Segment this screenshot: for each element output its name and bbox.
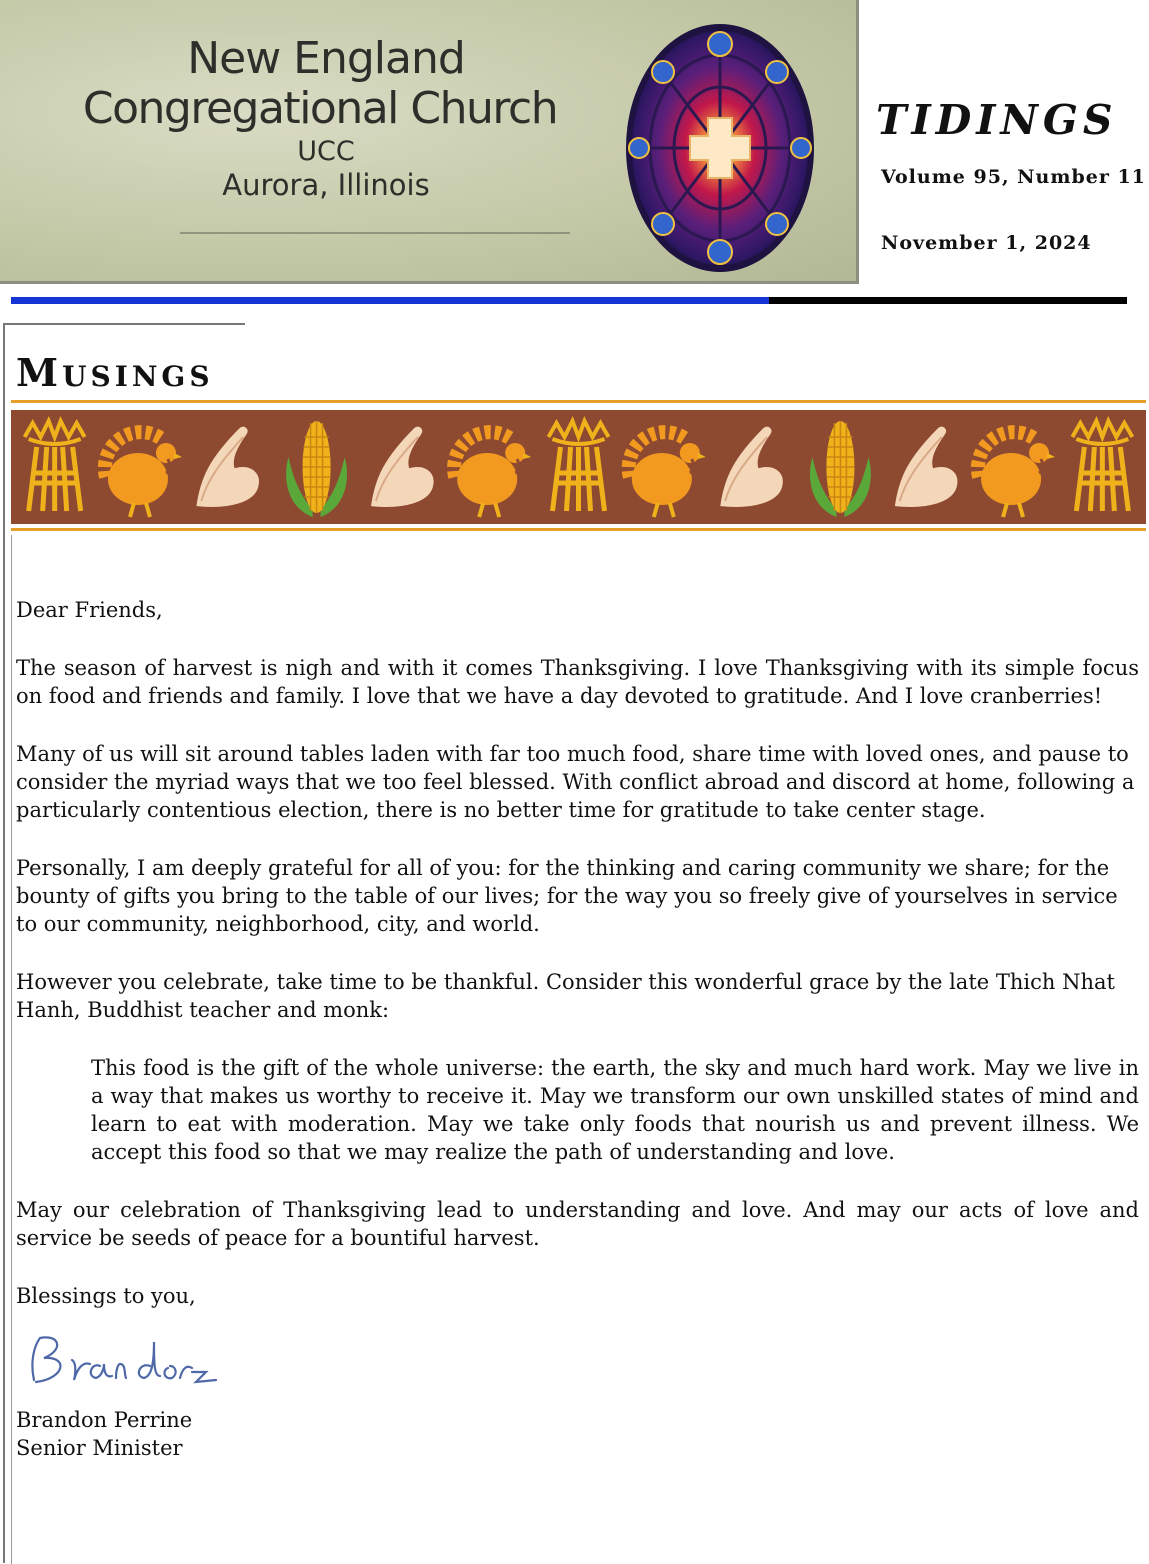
content-left-line: [11, 535, 12, 1564]
volume-number: Volume 95, Number 11: [881, 166, 1146, 188]
section-heading-initial: M: [16, 350, 63, 395]
minister-name: Brandon Perrine: [16, 1408, 193, 1432]
church-name-line1: New England: [187, 33, 465, 84]
grace-quote: This food is the gift of the whole universe: the earth, the sky and much hard work. May we live in a way that makes us worthy to receive it. May we transform our own unskilled states of mind and learn to eat with moderation. May we take only foods that nourish us and prevent illness. We accept this food so that we may realize the path of understanding and love.: [91, 1056, 1139, 1164]
frame-top-line: [3, 323, 245, 325]
church-location: Aurora, Illinois: [222, 168, 430, 202]
stained-glass-window-icon: [625, 22, 815, 274]
church-name: [82, 33, 566, 202]
letter-body: [16, 596, 1139, 1310]
masthead-banner: [0, 0, 859, 284]
issue-date: November 1, 2024: [881, 232, 1092, 254]
signature: [20, 1332, 220, 1392]
border-line-bottom: [11, 528, 1146, 531]
paragraph-2: Many of us will sit around tables laden with far too much food, share time with loved ones, and pause to consider the myriad ways that we too feel blessed. With conflict abroad and discord at home, following a particularly contentious election, there is no better time for gratitude to take center stage.: [16, 742, 1135, 822]
banner-decorative-line: [180, 232, 570, 234]
minister-title: Senior Minister: [16, 1436, 183, 1460]
paragraph-3: Personally, I am deeply grateful for all of you: for the thinking and caring community we share; for the bounty of gifts you bring to the table of our lives; for the way you so freely give of yourselves in service to our community, neighborhood, city, and world.: [16, 856, 1118, 936]
harvest-border: [11, 410, 1146, 524]
section-heading: [16, 350, 214, 395]
section-heading-rest: USINGS: [62, 360, 214, 393]
closing: Blessings to you,: [16, 1284, 196, 1308]
salutation: Dear Friends,: [16, 598, 163, 622]
signature-block: [16, 1406, 192, 1462]
paragraph-5: May our celebration of Thanksgiving lead to understanding and love. And may our acts of love and service be seeds of peace for a bountiful harvest.: [16, 1198, 1139, 1250]
newsletter-title: TIDINGS: [876, 96, 1118, 144]
frame-left-line: [3, 323, 5, 1563]
church-denomination: UCC: [297, 136, 355, 167]
divider-black: [769, 297, 1127, 304]
border-line-top: [11, 400, 1146, 403]
paragraph-1: The season of harvest is nigh and with it comes Thanksgiving. I love Thanksgiving with its simple focus on food and friends and family. I love that we have a day devoted to gratitude. And I love cranberries!: [16, 656, 1139, 708]
church-name-line2: Congregational Church: [82, 83, 558, 134]
divider-blue: [11, 297, 769, 304]
paragraph-4: However you celebrate, take time to be thankful. Consider this wonderful grace by the late Thich Nhat Hanh, Buddhist teacher and monk:: [16, 970, 1115, 1022]
